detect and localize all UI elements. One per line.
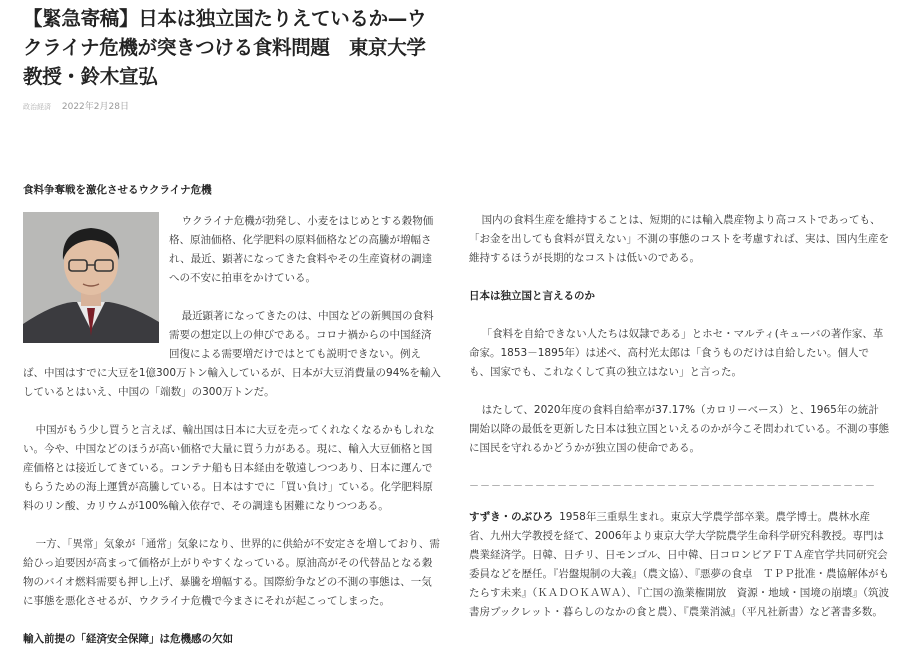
section-heading-food-competition: 食料争奪戦を激化させるウクライナ危機 bbox=[23, 184, 212, 196]
author-portrait-icon bbox=[23, 212, 159, 343]
article-title: 【緊急寄稿】日本は独立国たりえているか—ウクライナ危機が突きつける食料問題 東京大学教授・鈴木宣弘 bbox=[23, 7, 427, 88]
author-photo bbox=[23, 212, 159, 343]
paragraph: 中国がもう少し買うと言えば、輸出国は日本に大豆を売ってくれなくなるかもしれない。今や、中国などのほうが高い価格で大量に買う力がある。現に、輸入大豆価格と国産価格とは接近してきている。コンテナ船も日本経由を敬遠しつつあり、日本に運んでもらうための海上運賃が高騰している。日本はすでに「買い負け」ている。化学肥料原料のリン酸、カリウムが100%輸入依存で、その調達も困難になりつつある。 bbox=[23, 424, 435, 512]
paragraph: 国内の食料生産を維持することは、短期的には輸入農産物より高コストであっても、「お金を出しても食料が買えない」不測の事態のコストを考慮すれば、実は、国内生産を維持するほうが長期的なコストは低いのである。 bbox=[469, 214, 889, 264]
paragraph: 最近顕著になってきたのは、中国などの新興国の食料需要の想定以上の伸びである。コロナ禍からの中国経済回復による需要増だけではとても説明できない。例えば、中国はすでに大豆を1億300万トン輸入しているが、日本が大豆消費量の94%を輸入しているとはいえ、中国の「端数」の300万トンだ。 bbox=[23, 310, 441, 398]
section-heading-independence: 日本は独立国と言えるのか bbox=[469, 290, 595, 302]
paragraph: 「食料を自給できない人たちは奴隷である」とホセ・マルティ(キューバの著作家、革命家。1853－1895年）は述べ、高村光太郎は「食うものだけは自給したい。個人でも、国家でも、これなくして真の独立はない」と言った。 bbox=[469, 328, 884, 378]
paragraph: 一方、「異常」気象が「通常」気象になり、世界的に供給が不安定さを増しており、需給ひっ迫要因が高まって価格が上がりやすくなっている。原油高がその代替品となる穀物のバイオ燃料需要も押し上げ、暴騰を増幅する。国際紛争などの不測の事態は、一気に事態を悪化させるが、ウクライナ危機で今まさにそれが起こってしまった。 bbox=[23, 538, 440, 607]
category-label[interactable]: 政治経済 bbox=[23, 103, 51, 111]
publish-date: 2022年2月28日 bbox=[61, 102, 129, 112]
author-bio bbox=[469, 508, 889, 622]
author-bio-text: 1958年三重県生まれ。東京大学農学部卒業。農学博士。農林水産省、九州大学教授を経て、2006年より東京大学大学院農学生命科学研究科教授。専門は農業経済学。日韓、日チリ、日モンゴル、日中韓、日コロンビアＦＴＡ産官学共同研究会委員などを歴任。『岩盤規制の大義』（農文協）、『悪夢の食卓 ＴＰＰ批准・農協解体がもたらす未来』（ＫＡＤＯＫＡＷＡ）、『亡国の漁業権開放 資源・地域・国境の崩壊』（筑波書房ブックレット・暮らしのなかの食と農）、『農業消滅』（平凡社新書）など著書多数。 bbox=[469, 511, 889, 618]
article-meta bbox=[23, 99, 129, 112]
paragraph: はたして、2020年度の食料自給率が37.17%（カロリーベース）と、1965年の統計開始以降の最低を更新した日本は独立国といえるのかが今こそ問われている。不測の事態に国民を守れるかどうかが独立国の使命である。 bbox=[469, 404, 889, 454]
right-column bbox=[469, 211, 889, 622]
paragraph: ウクライナ危機が勃発し、小麦をはじめとする穀物価格、原油価格、化学肥料の原料価格などの高騰が増幅され、最近、顕著になってきた食料やその生産資材の調達への不安に拍車をかけている。 bbox=[169, 215, 434, 284]
divider-line: －－－－－－－－－－－－－－－－－－－－－－－－－－－－－－－－－－－－－ bbox=[469, 481, 876, 492]
section-heading-economic-security: 輸入前提の「経済安全保障」は危機感の欠如 bbox=[23, 633, 233, 645]
author-name: すずき・のぶひろ bbox=[469, 511, 554, 523]
left-column bbox=[23, 181, 441, 649]
